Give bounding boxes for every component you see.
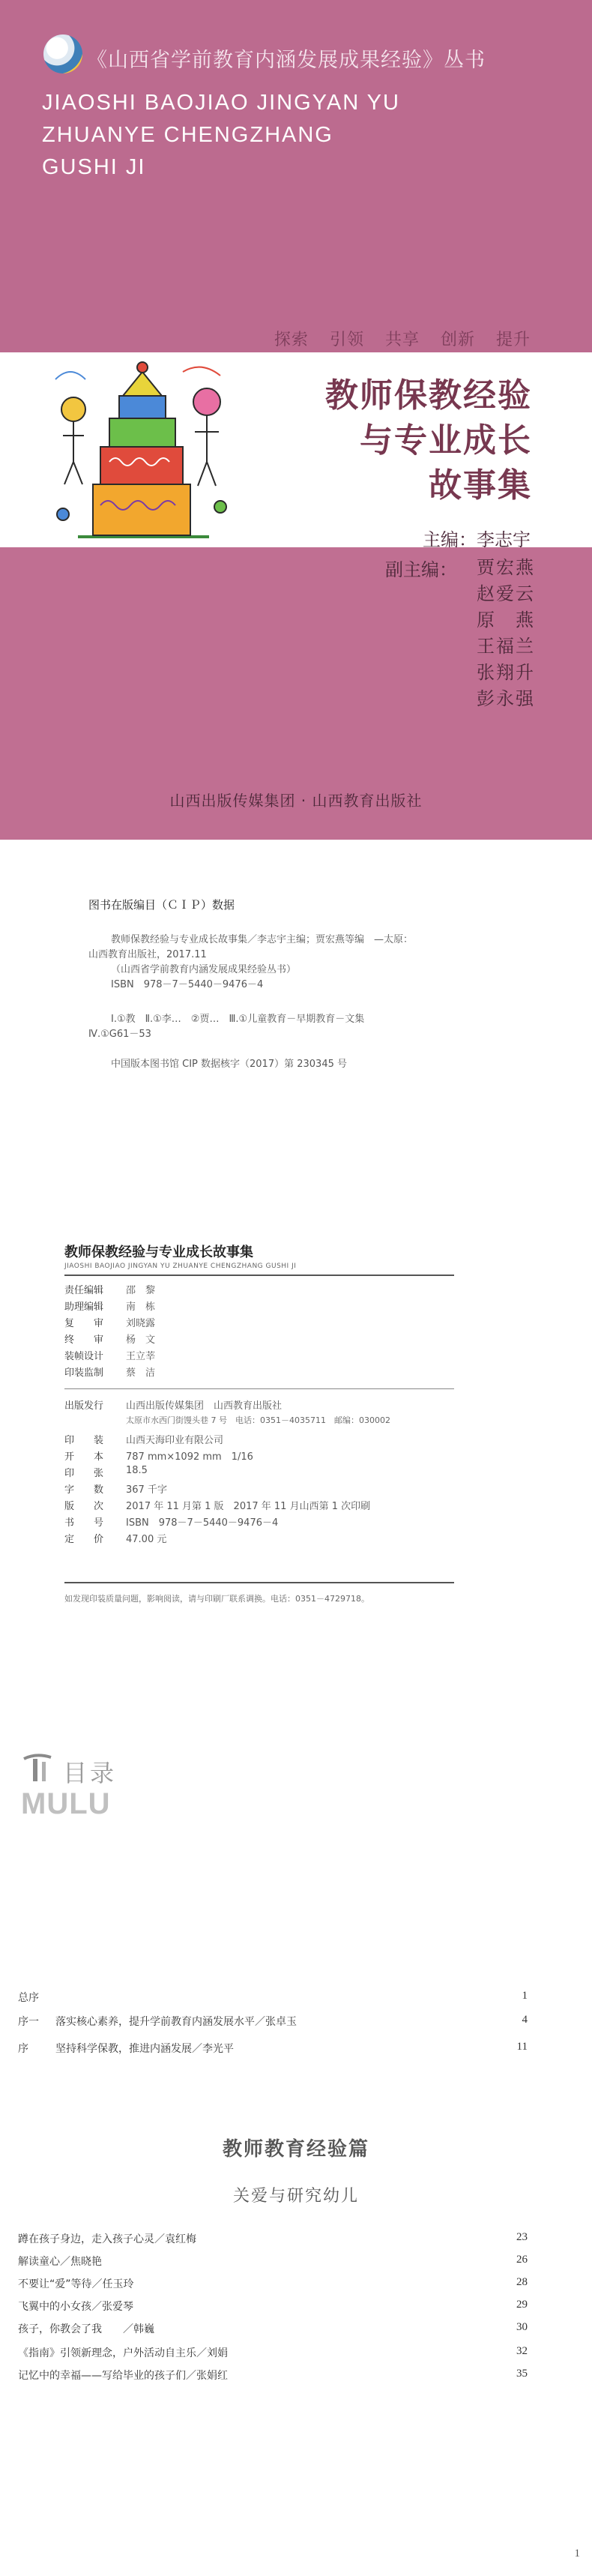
toc-entry[interactable] — [18, 1990, 528, 2009]
cip-line: Ⅰ.①教 Ⅱ.①李… ②贾… Ⅲ.①儿童教育－早期教育－文集 — [111, 1014, 365, 1025]
deputy-name-list — [477, 555, 544, 712]
toc-entry[interactable] — [18, 2321, 528, 2341]
cip-line: 教师保教经验与专业成长故事集／李志宇主编；贾宏燕等编 —太原： — [111, 934, 414, 945]
deputy-name: 原 燕 — [477, 610, 535, 631]
cover-tagline — [259, 327, 531, 350]
publication-value: 367 千字 — [126, 1484, 167, 1496]
cip-line: 中国版本图书馆 CIP 数据核字（2017）第 230345 号 — [111, 1059, 347, 1070]
staff-role: 终 审 — [64, 1334, 104, 1346]
imprint-pinyin: JIAOSHI BAOJIAO JINGYAN YU ZHUANYE CHENGZHANG GUSHI JI — [64, 1263, 297, 1270]
series-logo-icon — [43, 34, 82, 73]
toc-entry-page: 4 — [522, 2014, 528, 2026]
pinyin-line: JIAOSHI BAOJIAO JINGYAN YU — [42, 91, 400, 115]
toc-entry-prefix: 序 — [18, 2043, 28, 2055]
staff-name: 蔡 洁 — [126, 1367, 156, 1379]
contents-heading-pinyin: MULU — [21, 1787, 111, 1820]
toc-entry-title: 飞翼中的小女孩／张爱琴 — [18, 2301, 133, 2313]
staff-role: 装帧设计 — [64, 1351, 104, 1362]
deputy-name: 赵爱云 — [477, 583, 535, 604]
tagline-word: 提升 — [495, 331, 531, 349]
book-title — [325, 373, 532, 508]
toc-entry-prefix: 序一 — [18, 2016, 39, 2028]
toc-entry-title: 不要让“爱”等待／任玉玲 — [18, 2278, 134, 2290]
cip-heading: 图书在版编目（ＣＩＰ）数据 — [88, 898, 235, 912]
staff-role: 助理编辑 — [64, 1301, 104, 1313]
publication-key: 字 数 — [64, 1484, 104, 1496]
toc-entry-page: 26 — [516, 2254, 528, 2266]
toc-entry-page: 28 — [516, 2276, 528, 2288]
toc-entry[interactable] — [18, 2368, 528, 2387]
divider — [64, 1582, 454, 1583]
deputy-name: 王福兰 — [477, 636, 535, 657]
staff-name: 刘晓露 — [126, 1318, 156, 1329]
toc-entry[interactable] — [18, 2254, 528, 2273]
divider — [64, 1275, 454, 1276]
cip-line: 山西教育出版社，2017.11 — [88, 949, 207, 960]
publication-key: 定 价 — [64, 1534, 104, 1545]
cip-line: （山西省学前教育内涵发展成果经验丛书） — [111, 964, 297, 975]
toc-entry[interactable] — [18, 2276, 528, 2296]
pinyin-line: ZHUANYE CHENGZHANG — [42, 123, 333, 147]
contents-heading: 目录 — [63, 1759, 118, 1787]
subsection-title: 关爱与研究幼儿 — [232, 2187, 359, 2206]
toc-entry-page: 11 — [516, 2041, 528, 2053]
toc-entry-title: 孩子，你教会了我 ／韩巍 — [18, 2323, 154, 2335]
staff-role: 责任编辑 — [64, 1285, 104, 1296]
publication-key: 印 张 — [64, 1468, 104, 1479]
toc-entry-title: 记忆中的幸福——写给毕业的孩子们／张娟红 — [18, 2370, 228, 2382]
deputy-name: 彭永强 — [477, 688, 535, 709]
toc-entry-page: 1 — [522, 1990, 528, 2002]
publication-value: 山西天海印业有限公司 — [126, 1435, 224, 1446]
publication-key: 开 本 — [64, 1451, 104, 1463]
publication-value: 787 mm×1092 mm 1/16 — [126, 1451, 253, 1463]
staff-name: 杨 文 — [126, 1334, 156, 1346]
contents-logo-icon — [21, 1753, 55, 1784]
cip-line: ISBN 978－7－5440－9476－4 — [111, 979, 264, 990]
book-title-line: 教师保教经验 — [325, 376, 532, 415]
divider — [64, 1388, 454, 1389]
publisher-address: 太原市水西门街馒头巷 7 号 电话：0351－4035711 邮编：030002 — [126, 1415, 390, 1425]
staff-name: 王立莘 — [126, 1351, 156, 1362]
section-title: 教师教育经验篇 — [222, 2138, 369, 2161]
toc-entry-page: 29 — [516, 2299, 528, 2311]
toc-entry-title: 《指南》引领新理念，户外活动自主乐／刘娟 — [18, 2347, 228, 2359]
toc-entry-page: 23 — [516, 2231, 528, 2243]
publication-value: ISBN 978－7－5440－9476－4 — [126, 1517, 279, 1529]
book-title-line: 与专业成长 — [360, 421, 532, 460]
print-quality-note: 如发现印装质量问题，影响阅读，请与印刷厂联系调换。电话：0351－4729718。 — [64, 1594, 369, 1604]
book-title-line: 故事集 — [429, 466, 532, 505]
staff-name: 邵 黎 — [126, 1285, 156, 1296]
publication-value: 山西出版传媒集团 山西教育出版社 — [126, 1400, 283, 1412]
toc-entry-title: 总序 — [18, 1992, 39, 2004]
page-number: 1 — [574, 2548, 580, 2560]
chief-editor — [423, 525, 531, 551]
toc-entry-page: 35 — [516, 2368, 528, 2380]
toc-entry-title: 解读童心／焦晓艳 — [18, 2256, 102, 2268]
publication-key: 书 号 — [64, 1517, 104, 1529]
toc-entry[interactable] — [18, 2299, 528, 2318]
toc-entry-title: 坚持科学保教，推进内涵发展／李光平 — [55, 2043, 234, 2055]
tagline-word: 创新 — [440, 331, 475, 349]
publication-value: 47.00 元 — [126, 1534, 167, 1545]
deputy-name: 张翔升 — [477, 662, 535, 683]
children-drawing-illustration — [48, 357, 235, 544]
toc-entry[interactable] — [18, 2231, 528, 2251]
toc-entry-title: 落实核心素养，提升学前教育内涵发展水平／张卓玉 — [55, 2016, 297, 2028]
staff-name: 南 栋 — [126, 1301, 156, 1313]
staff-role: 印装监制 — [64, 1367, 104, 1379]
editor-label: 主编： — [423, 529, 477, 550]
cover-publisher: 山西出版传媒集团 · 山西教育出版社 — [169, 792, 423, 810]
series-title: 《山西省学前教育内涵发展成果经验》丛书 — [87, 49, 486, 72]
pinyin-line: GUSHI JI — [42, 155, 146, 179]
tagline-word: 探索 — [274, 331, 309, 349]
publication-key: 出版发行 — [64, 1400, 104, 1412]
toc-entry[interactable] — [18, 2345, 528, 2365]
toc-entry[interactable] — [18, 2014, 528, 2033]
toc-entry-page: 32 — [516, 2345, 528, 2357]
publication-value: 2017 年 11 月第 1 版 2017 年 11 月山西第 1 次印刷 — [126, 1501, 371, 1512]
cip-line: Ⅳ.①G61－53 — [88, 1029, 151, 1040]
toc-entry[interactable] — [18, 2041, 528, 2060]
tagline-word: 引领 — [329, 331, 364, 349]
toc-entry-title: 蹲在孩子身边，走入孩子心灵／袁红梅 — [18, 2233, 196, 2245]
editor-name: 李志宇 — [477, 529, 531, 550]
deputy-label: 副主编： — [385, 559, 457, 580]
pinyin-title — [42, 87, 400, 184]
tagline-word: 共享 — [384, 331, 420, 349]
publication-value: 18.5 — [126, 1465, 148, 1476]
toc-entry-page: 30 — [516, 2321, 528, 2333]
publication-key: 印 装 — [64, 1435, 104, 1446]
staff-role: 复 审 — [64, 1318, 104, 1329]
publication-key: 版 次 — [64, 1501, 104, 1512]
imprint-title: 教师保教经验与专业成长故事集 — [64, 1245, 253, 1260]
deputy-name: 贾宏燕 — [477, 557, 535, 578]
